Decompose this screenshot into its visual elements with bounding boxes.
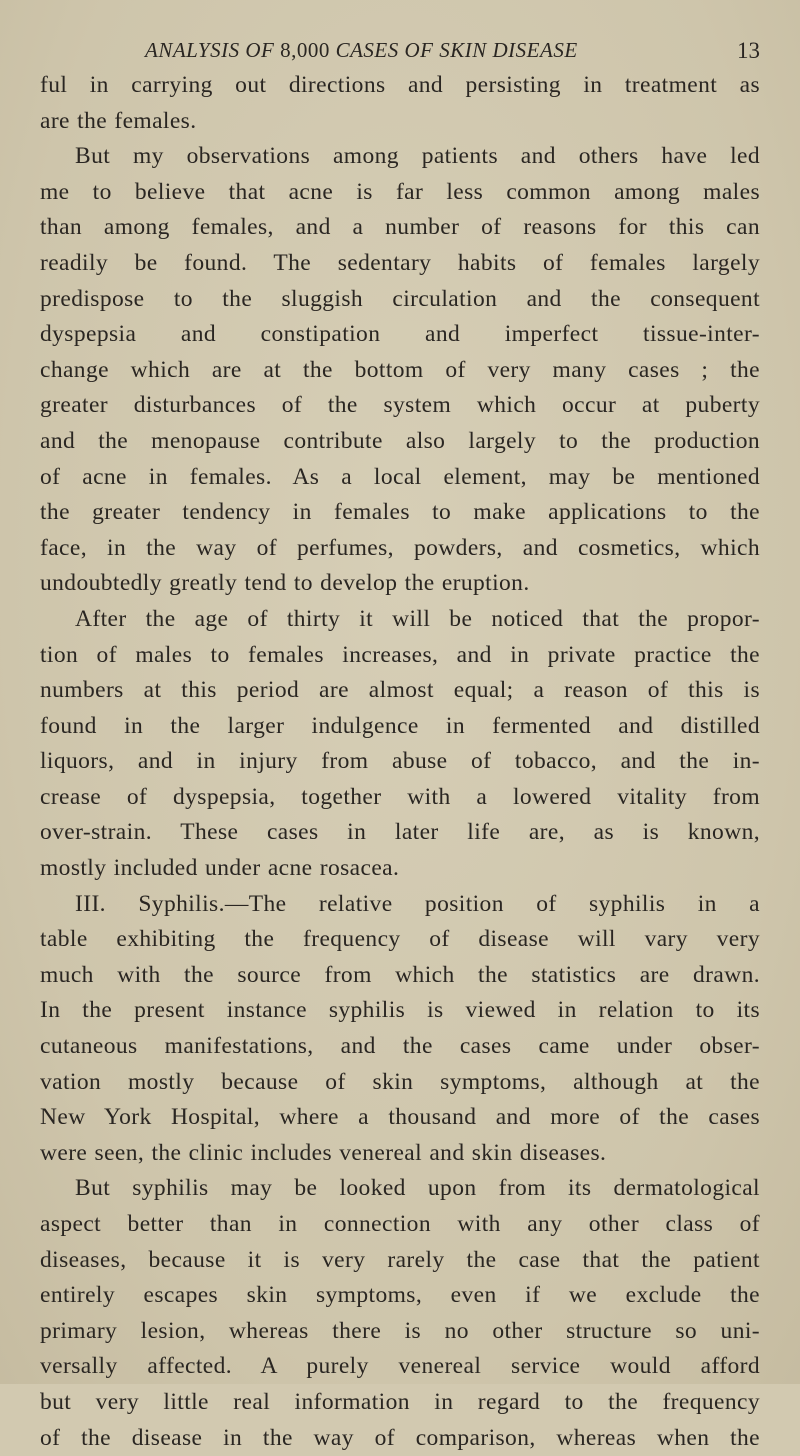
running-header: [145, 38, 760, 72]
text-line: ful in carrying out directions and persisting in treatment as: [40, 72, 760, 98]
body-text: [40, 68, 760, 1456]
text-line: tion of males to females increases, and in private practice the: [40, 641, 760, 668]
text-line: diseases, because it is very rarely the case that the patient: [40, 1246, 760, 1273]
text-line: But syphilis may be looked upon from its dermatological: [75, 1175, 760, 1202]
text-line: vation mostly because of skin symptoms, although at the: [40, 1068, 760, 1095]
text-line: the greater tendency in females to make applications to the: [40, 499, 760, 526]
text-line: me to believe that acne is far less common among males: [40, 178, 760, 205]
text-line: of acne in females. As a local element, may be mentioned: [40, 463, 760, 490]
text-line: crease of dyspepsia, together with a lowered vitality from: [40, 783, 760, 810]
text-line: predispose to the sluggish circulation and the consequent: [40, 285, 760, 312]
text-line: table exhibiting the frequency of disease will vary very: [40, 926, 760, 953]
text-line: New York Hospital, where a thousand and more of the cases: [40, 1104, 760, 1131]
page-number: 13: [737, 38, 760, 63]
title-part: ANALYSIS OF: [145, 38, 281, 62]
running-title: [145, 38, 578, 63]
text-line: readily be found. The sedentary habits of females largely: [40, 249, 760, 276]
text-line: liquors, and in injury from abuse of tobacco, and the in-: [40, 748, 760, 775]
text-line: versally affected. A purely venereal service would afford: [40, 1353, 760, 1380]
text-line: and the menopause contribute also largely to the production: [40, 427, 760, 454]
text-line: After the age of thirty it will be noticed that the propor-: [75, 605, 760, 632]
text-line: dyspepsia and constipation and imperfect tissue-inter-: [40, 321, 760, 348]
text-line: mostly included under acne rosacea.: [40, 855, 400, 882]
text-line: greater disturbances of the system which occur at puberty: [40, 392, 760, 419]
text-line: of the disease in the way of comparison, whereas when the: [40, 1424, 760, 1451]
text-line: found in the larger indulgence in fermented and distilled: [40, 712, 760, 739]
text-line: than among females, and a number of reasons for this can: [40, 214, 760, 241]
text-line: aspect better than in connection with any other class of: [40, 1211, 760, 1237]
text-line: primary lesion, whereas there is no other structure so uni-: [40, 1317, 760, 1344]
text-line: face, in the way of perfumes, powders, and cosmetics, which: [40, 534, 760, 561]
text-line: change which are at the bottom of very many cases ; the: [40, 356, 760, 383]
text-line: over-strain. These cases in later life are, as is known,: [40, 819, 760, 846]
text-line: cutaneous manifestations, and the cases came under obser-: [40, 1033, 760, 1060]
text-line: entirely escapes skin symptoms, even if we exclude the: [40, 1282, 760, 1309]
text-line: undoubtedly greatly tend to develop the eruption.: [40, 570, 530, 597]
title-part: CASES OF SKIN DISEASE: [329, 38, 578, 62]
text-line: In the present instance syphilis is viewed in relation to its: [40, 997, 760, 1024]
text-line: but very little real information in regard to the frequency: [40, 1388, 760, 1415]
text-line: III. Syphilis.—The relative position of syphilis in a: [75, 890, 760, 917]
text-line: But my observations among patients and others have led: [75, 143, 760, 170]
text-line: much with the source from which the statistics are drawn.: [40, 961, 760, 988]
text-line: numbers at this period are almost equal; a reason of this is: [40, 677, 760, 704]
text-line: are the females.: [40, 107, 197, 134]
title-number: 8,000: [280, 38, 330, 62]
text-line: were seen, the clinic includes venereal and skin diseases.: [40, 1139, 607, 1166]
